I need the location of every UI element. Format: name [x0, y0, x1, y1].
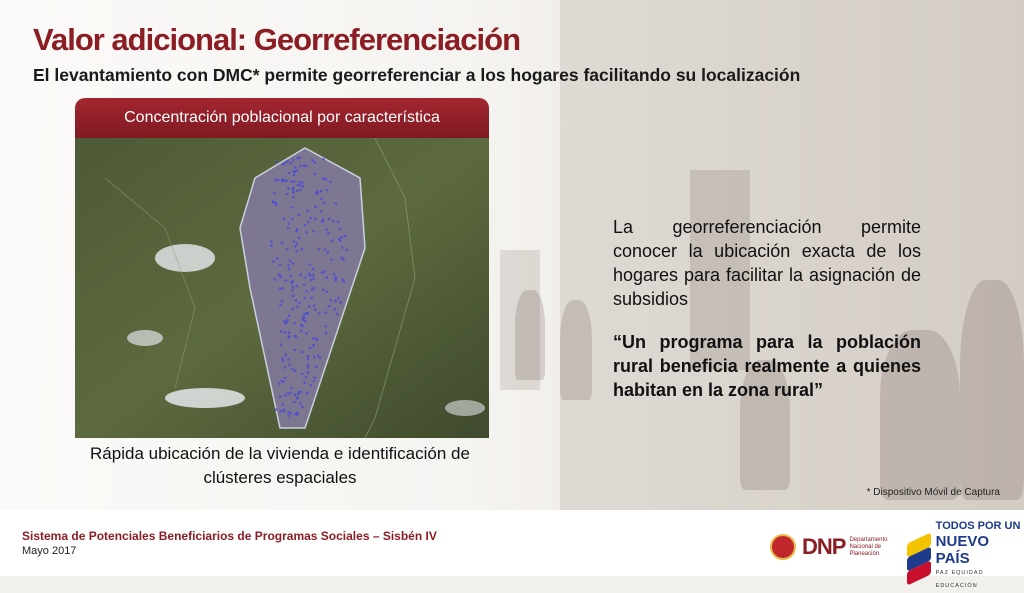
map-caption: Rápida ubicación de la vivienda e identificación de clústeres espaciales	[90, 444, 470, 487]
dnp-logo-subtitle: Departamento Nacional de Planeación	[849, 536, 888, 557]
footer	[0, 510, 1024, 589]
page-title: Valor adicional: Georreferenciación	[33, 22, 521, 57]
colombia-flag-icon	[903, 534, 932, 580]
footnote: * Dispositivo Móvil de Captura	[866, 487, 1000, 498]
tpp-line2: NUEVO PAÍS	[935, 533, 990, 567]
dnp-logo-text: DNP	[802, 534, 846, 559]
description-text: La georreferenciación permite conocer la ubicación exacta de los hogares para facilitar la asignación de subsidios	[613, 217, 921, 309]
footer-title: Sistema de Potenciales Beneficiarios de Programas Sociales – Sisbén IV	[22, 529, 437, 543]
satellite-map	[75, 138, 489, 438]
footer-date: Mayo 2017	[22, 545, 77, 557]
tpp-line1: TODOS POR UN	[935, 520, 1021, 532]
todos-por-un-nuevo-pais-logo	[903, 520, 1024, 593]
map-header: Concentración poblacional por característica	[75, 98, 489, 138]
colombia-seal-icon	[770, 534, 796, 560]
page-subtitle: El levantamiento con DMC* permite georreferenciar a los hogares facilitando su localización	[33, 65, 801, 85]
dnp-logo	[770, 532, 888, 562]
quote-text: “Un programa para la población rural beneficia realmente a quienes habitan en la zona rural”	[613, 332, 921, 400]
tpp-tagline: PAZ EQUIDAD EDUCACIÓN	[935, 570, 984, 589]
